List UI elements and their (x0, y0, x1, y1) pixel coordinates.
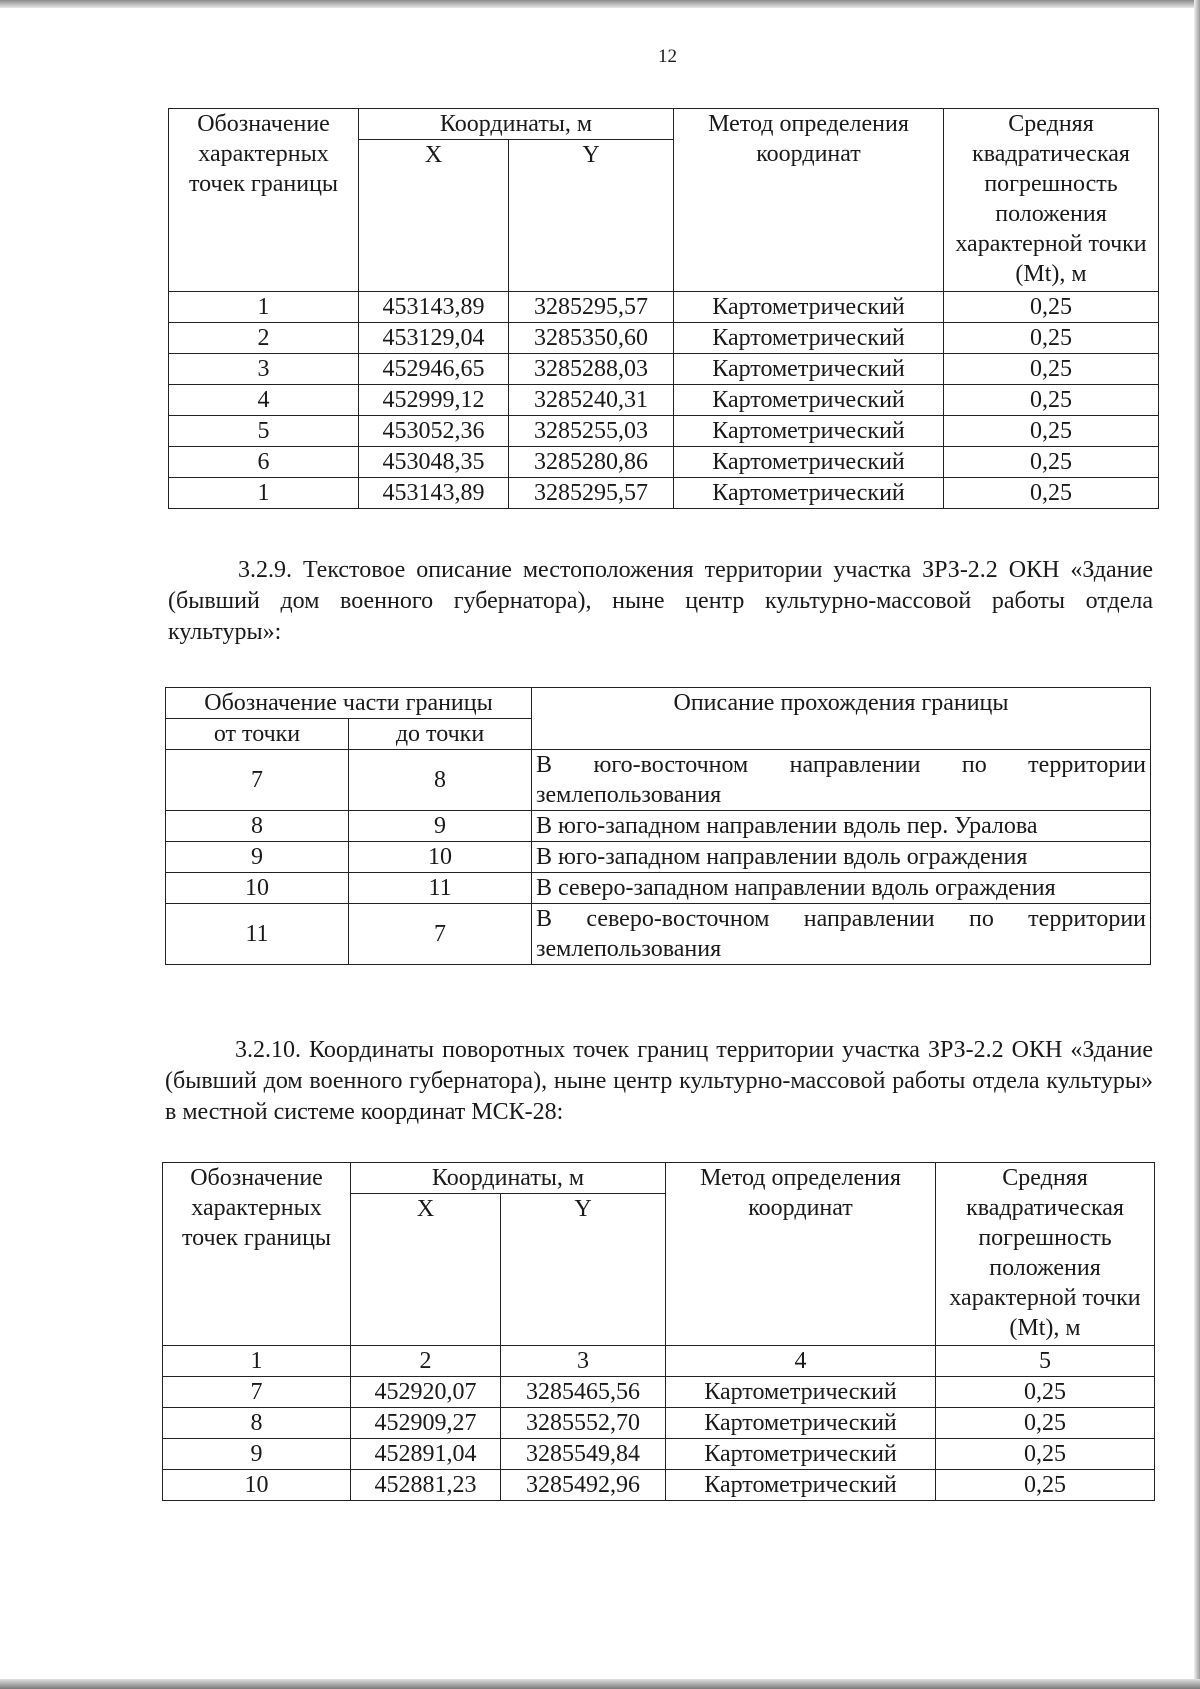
page-number: 12 (658, 46, 677, 67)
column-number: 3 (501, 1346, 666, 1377)
table-row (166, 811, 1151, 842)
column-number: 4 (666, 1346, 936, 1377)
section-3-2-9-text: 3.2.9. Текстовое описание местоположения территории участка ЗРЗ-2.2 ОКН «Здание (бывший дом военного губернатора), ныне центр культурно-массовой работы отдела культуры»: (168, 557, 1153, 645)
table-row (163, 1470, 1155, 1501)
to-point-cell: 8 (349, 750, 532, 811)
header-method: Метод определения координат (674, 109, 944, 292)
error-cell: 0,25 (944, 478, 1159, 509)
header-to-point: до точки (349, 719, 532, 750)
header-y: Y (509, 140, 674, 292)
method-cell: Картометрический (666, 1377, 936, 1408)
header-boundary-description: Описание прохождения границы (532, 688, 1151, 750)
point-cell: 8 (163, 1408, 351, 1439)
y-cell: 3285288,03 (509, 354, 674, 385)
y-cell: 3285255,03 (509, 416, 674, 447)
from-point-cell: 7 (166, 750, 349, 811)
y-cell: 3285552,70 (501, 1408, 666, 1439)
table-row (166, 873, 1151, 904)
column-number: 1 (163, 1346, 351, 1377)
to-point-cell: 7 (349, 904, 532, 965)
method-cell: Картометрический (666, 1439, 936, 1470)
table-row (163, 1377, 1155, 1408)
description-cell: В юго-западном направлении вдоль ограждения (532, 842, 1151, 873)
header-y: Y (501, 1194, 666, 1346)
description-cell: В северо-восточном направлении по территории землепользования (532, 904, 1151, 965)
from-point-cell: 8 (166, 811, 349, 842)
error-cell: 0,25 (944, 292, 1159, 323)
table-row (166, 750, 1151, 811)
description-cell: В юго-западном направлении вдоль пер. Уралова (532, 811, 1151, 842)
point-cell: 2 (169, 323, 359, 354)
error-cell: 0,25 (936, 1439, 1155, 1470)
x-cell: 452881,23 (351, 1470, 501, 1501)
header-x: X (359, 140, 509, 292)
method-cell: Картометрический (674, 292, 944, 323)
header-designation: Обозначение характерных точек границы (169, 109, 359, 292)
scan-edge-right (1194, 0, 1200, 1689)
error-cell: 0,25 (936, 1470, 1155, 1501)
method-cell: Картометрический (674, 416, 944, 447)
scan-edge-top (0, 0, 1200, 8)
y-cell: 3285295,57 (509, 292, 674, 323)
x-cell: 453129,04 (359, 323, 509, 354)
point-cell: 6 (169, 447, 359, 478)
method-cell: Картометрический (674, 478, 944, 509)
x-cell: 452920,07 (351, 1377, 501, 1408)
column-numbers-row (163, 1346, 1155, 1377)
error-cell: 0,25 (936, 1377, 1155, 1408)
to-point-cell: 11 (349, 873, 532, 904)
error-cell: 0,25 (944, 323, 1159, 354)
header-x: X (351, 1194, 501, 1346)
error-cell: 0,25 (944, 416, 1159, 447)
x-cell: 452891,04 (351, 1439, 501, 1470)
x-cell: 453052,36 (359, 416, 509, 447)
point-cell: 7 (163, 1377, 351, 1408)
method-cell: Картометрический (674, 354, 944, 385)
x-cell: 452909,27 (351, 1408, 501, 1439)
coordinates-table-2 (162, 1162, 1155, 1501)
table-row (169, 478, 1159, 509)
point-cell: 9 (163, 1439, 351, 1470)
header-coordinates: Координаты, м (351, 1163, 666, 1194)
y-cell: 3285295,57 (509, 478, 674, 509)
method-cell: Картометрический (666, 1470, 936, 1501)
point-cell: 1 (169, 478, 359, 509)
from-point-cell: 11 (166, 904, 349, 965)
column-number: 2 (351, 1346, 501, 1377)
column-number: 5 (936, 1346, 1155, 1377)
table-row (169, 292, 1159, 323)
y-cell: 3285492,96 (501, 1470, 666, 1501)
header-from-point: от точки (166, 719, 349, 750)
error-cell: 0,25 (944, 447, 1159, 478)
y-cell: 3285280,86 (509, 447, 674, 478)
y-cell: 3285549,84 (501, 1439, 666, 1470)
header-error: Средняя квадратическая погрешность положения характерной точки (Mt), м (944, 109, 1159, 292)
table-row (166, 904, 1151, 965)
x-cell: 452999,12 (359, 385, 509, 416)
header-method: Метод определения координат (666, 1163, 936, 1346)
x-cell: 453143,89 (359, 292, 509, 323)
from-point-cell: 10 (166, 873, 349, 904)
table-row (169, 385, 1159, 416)
scan-edge-bottom (0, 1679, 1200, 1689)
y-cell: 3285240,31 (509, 385, 674, 416)
boundary-description-table (165, 687, 1151, 965)
point-cell: 5 (169, 416, 359, 447)
x-cell: 452946,65 (359, 354, 509, 385)
error-cell: 0,25 (944, 354, 1159, 385)
x-cell: 453143,89 (359, 478, 509, 509)
y-cell: 3285465,56 (501, 1377, 666, 1408)
method-cell: Картометрический (666, 1408, 936, 1439)
point-cell: 1 (169, 292, 359, 323)
point-cell: 4 (169, 385, 359, 416)
to-point-cell: 10 (349, 842, 532, 873)
description-cell: В северо-западном направлении вдоль ограждения (532, 873, 1151, 904)
method-cell: Картометрический (674, 447, 944, 478)
coordinates-table-1 (168, 108, 1159, 509)
point-cell: 3 (169, 354, 359, 385)
table-row (169, 416, 1159, 447)
x-cell: 453048,35 (359, 447, 509, 478)
section-3-2-10-text: 3.2.10. Координаты поворотных точек границ территории участка ЗРЗ-2.2 ОКН «Здание (бывший дом военного губернатора), ныне центр культурно-массовой работы отдела культуры» в местной системе координат МСК-28: (165, 1037, 1153, 1125)
from-point-cell: 9 (166, 842, 349, 873)
table-row (169, 447, 1159, 478)
method-cell: Картометрический (674, 385, 944, 416)
to-point-cell: 9 (349, 811, 532, 842)
table-row (169, 323, 1159, 354)
error-cell: 0,25 (936, 1408, 1155, 1439)
header-designation: Обозначение характерных точек границы (163, 1163, 351, 1346)
table-row (166, 842, 1151, 873)
method-cell: Картометрический (674, 323, 944, 354)
description-cell: В юго-восточном направлении по территории землепользования (532, 750, 1151, 811)
point-cell: 10 (163, 1470, 351, 1501)
header-error: Средняя квадратическая погрешность положения характерной точки (Mt), м (936, 1163, 1155, 1346)
table-row (163, 1408, 1155, 1439)
header-boundary-part: Обозначение части границы (166, 688, 532, 719)
y-cell: 3285350,60 (509, 323, 674, 354)
header-coordinates: Координаты, м (359, 109, 674, 140)
table-row (169, 354, 1159, 385)
error-cell: 0,25 (944, 385, 1159, 416)
table-row (163, 1439, 1155, 1470)
